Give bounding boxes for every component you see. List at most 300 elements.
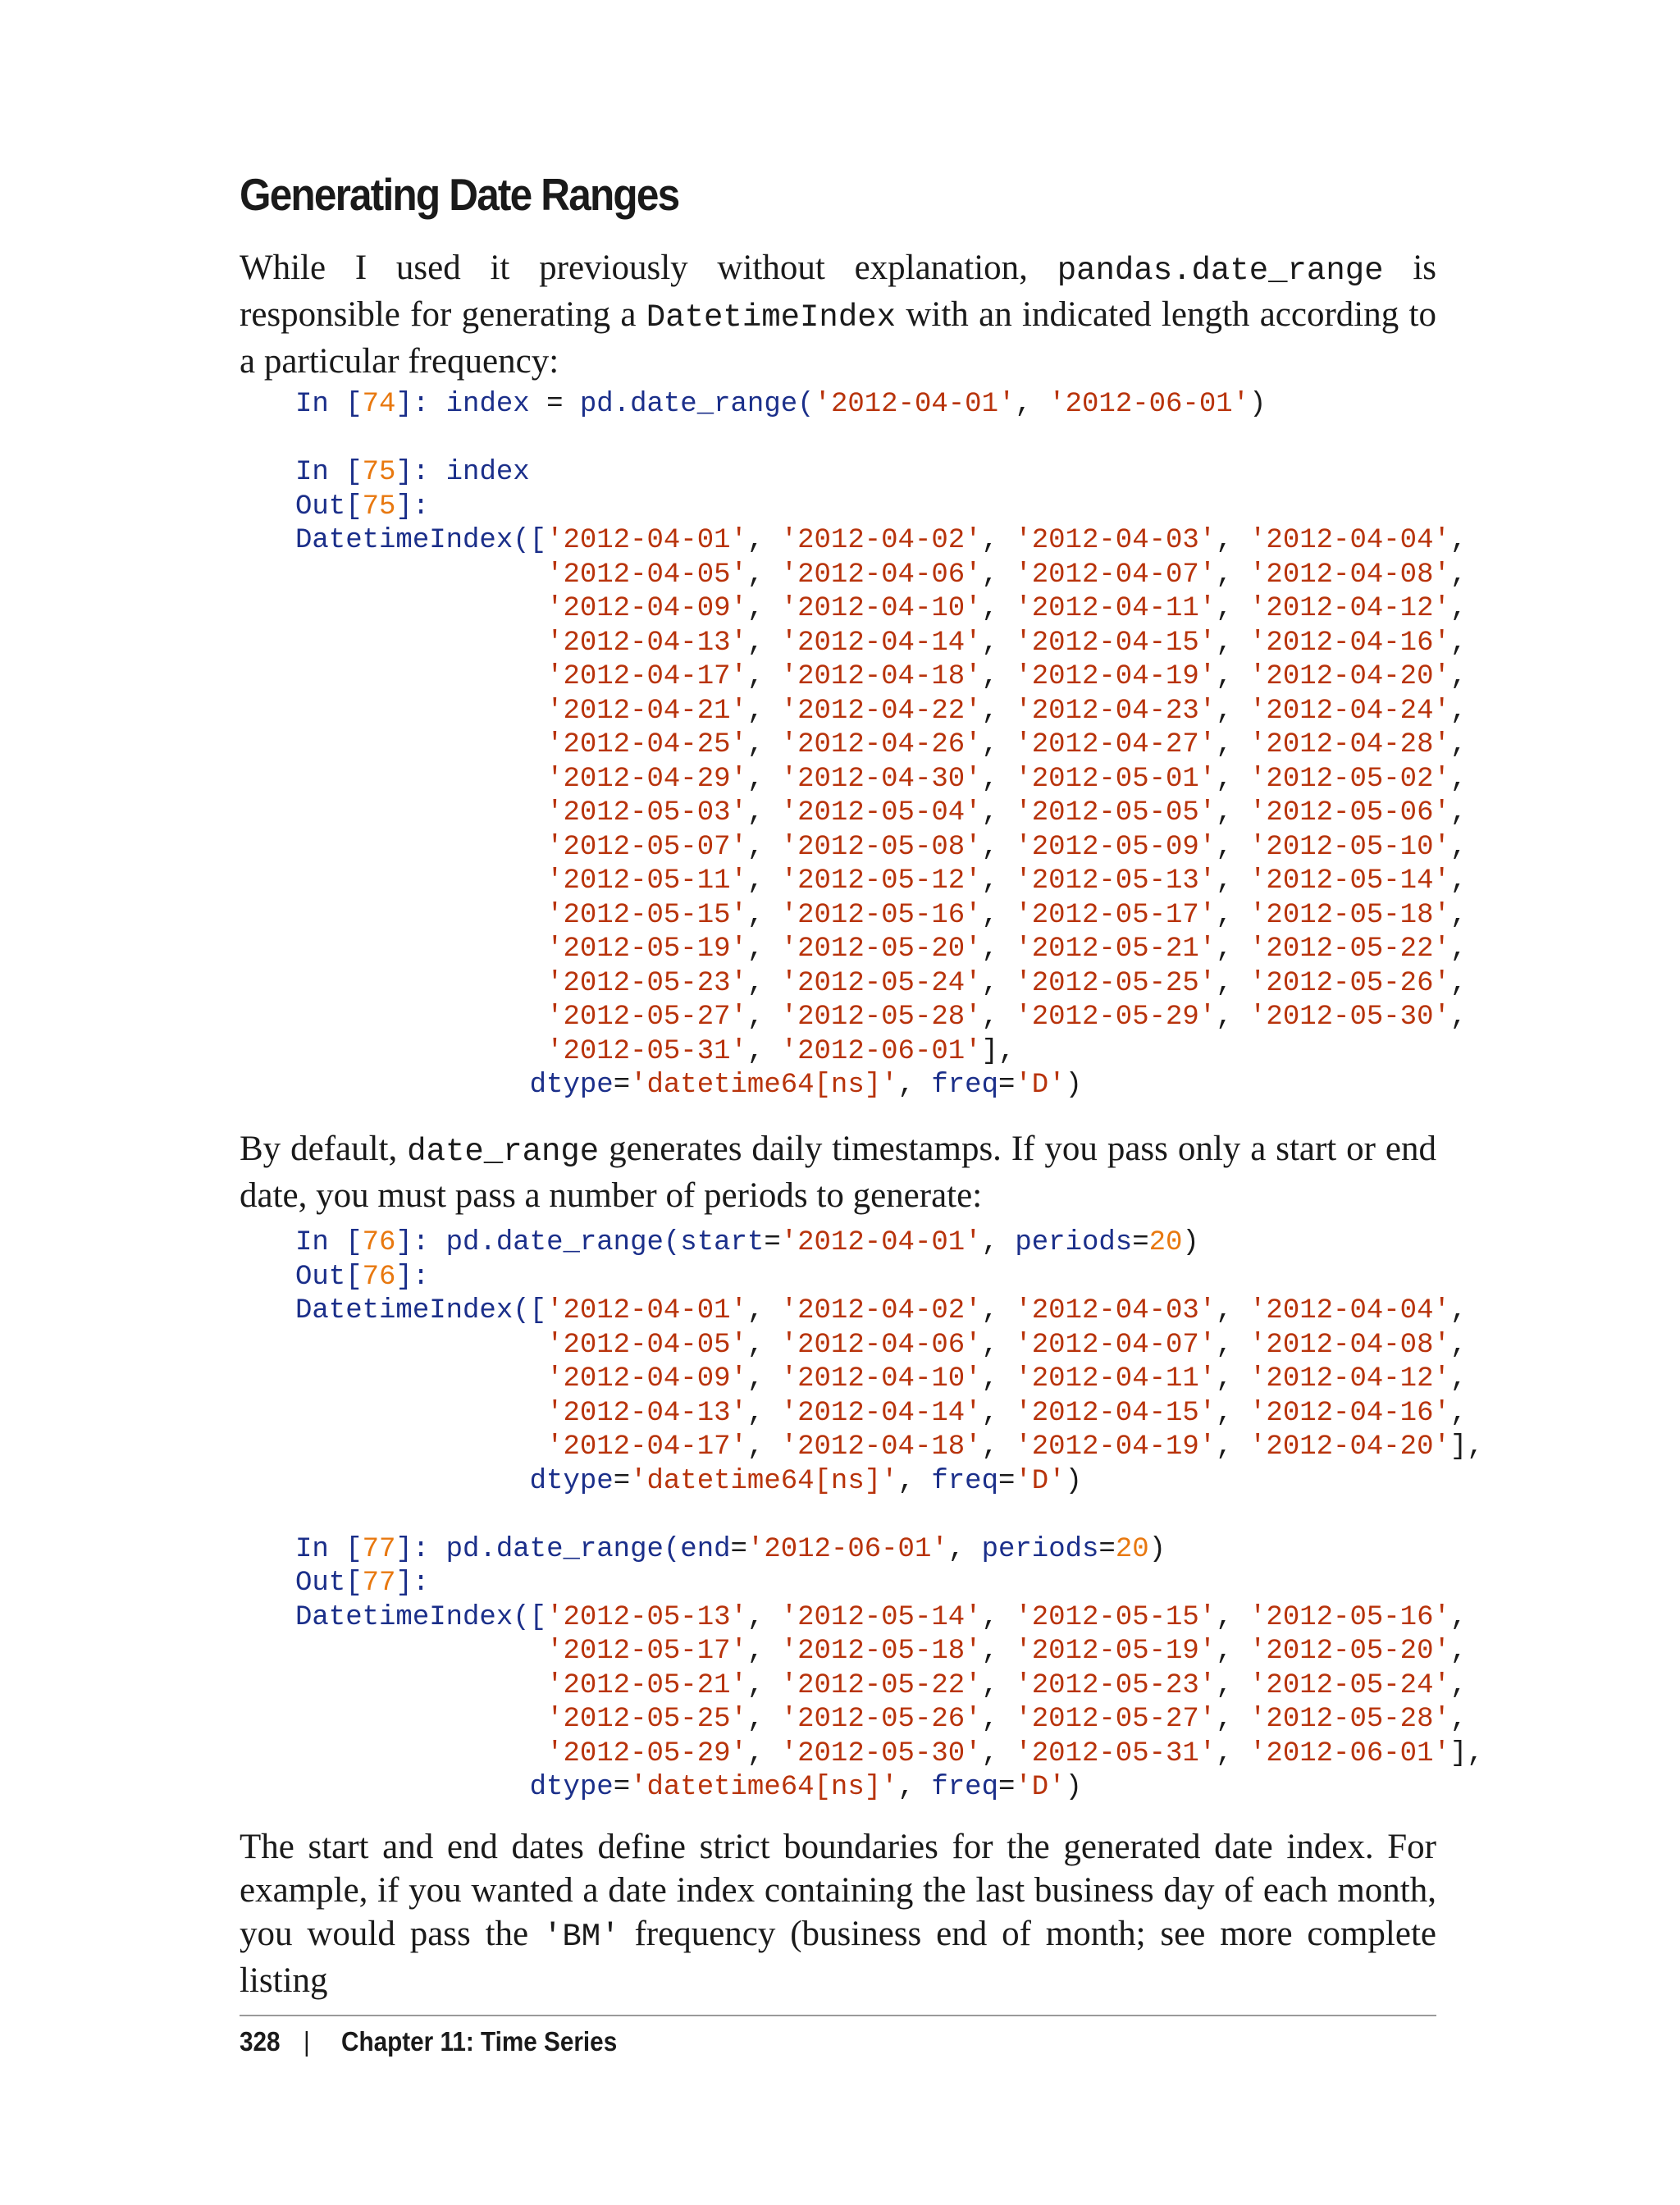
code-token: '2012-05-09' xyxy=(1015,831,1217,863)
code-token: '2012-04-11' xyxy=(1015,1363,1217,1395)
code-line xyxy=(295,491,1467,525)
code-token: '2012-04-13' xyxy=(546,1397,747,1429)
code-token: '2012-04-19' xyxy=(1015,1431,1217,1463)
code-token: '2012-05-02' xyxy=(1249,763,1450,795)
code-line xyxy=(295,1001,1467,1035)
code-token: ]: xyxy=(395,1261,430,1293)
code-line xyxy=(295,1226,1484,1261)
code-token: '2012-04-19' xyxy=(1015,661,1217,692)
code-token: '2012-05-19' xyxy=(1015,1636,1217,1667)
code-line xyxy=(295,1363,1484,1397)
code-token: , xyxy=(1216,1431,1250,1463)
code-token xyxy=(295,1636,546,1667)
code-token: , xyxy=(746,967,781,999)
code-line xyxy=(295,1669,1484,1704)
code-token xyxy=(295,1738,546,1769)
code-token: , xyxy=(1449,1397,1468,1429)
code-token: 'D' xyxy=(1015,1772,1066,1803)
code-token: , xyxy=(1216,1669,1250,1701)
code-token: '2012-05-20' xyxy=(780,934,982,965)
code-token: '2012-05-30' xyxy=(780,1737,982,1769)
inline-code: 'BM' xyxy=(543,1919,620,1955)
text-run: By default, xyxy=(240,1130,408,1168)
code-token: freq xyxy=(931,1465,998,1497)
code-token xyxy=(295,628,546,659)
code-token: 74 xyxy=(362,389,396,420)
code-token: , xyxy=(746,865,781,897)
code-token: '2012-05-28' xyxy=(780,1002,982,1033)
code-token: '2012-04-06' xyxy=(780,559,982,591)
code-token: '2012-04-01' xyxy=(546,525,747,556)
code-token: dtype xyxy=(529,1070,614,1101)
code-token: 76 xyxy=(362,1227,396,1258)
code-line xyxy=(295,899,1467,934)
code-token: 77 xyxy=(362,1533,396,1565)
code-token: In [ xyxy=(295,457,363,488)
code-token: '2012-05-06' xyxy=(1249,797,1450,829)
code-token: periods xyxy=(1015,1227,1133,1258)
text-run: While I used it previously without explanation, xyxy=(240,249,1057,287)
code-token: '2012-04-10' xyxy=(780,593,982,624)
code-token: , xyxy=(1216,593,1250,624)
code-token: 77 xyxy=(362,1568,396,1599)
code-line xyxy=(295,627,1467,661)
code-token: 'D' xyxy=(1015,1465,1066,1497)
code-token: , xyxy=(746,525,781,556)
code-token: '2012-04-04' xyxy=(1249,1295,1450,1326)
code-token xyxy=(295,1363,546,1395)
code-token: , xyxy=(1216,1636,1250,1667)
code-token: '2012-05-21' xyxy=(546,1669,747,1701)
code-token: , xyxy=(897,1465,932,1497)
code-token: '2012-04-09' xyxy=(546,1363,747,1395)
code-token: = xyxy=(613,1772,631,1803)
code-token: , xyxy=(1216,934,1250,965)
code-token: '2012-05-17' xyxy=(546,1636,747,1667)
code-token: , xyxy=(1449,899,1468,931)
code-token: '2012-04-25' xyxy=(546,729,747,760)
code-line xyxy=(295,933,1467,967)
code-line xyxy=(295,1499,1484,1533)
code-token: , xyxy=(746,1737,781,1769)
code-token: , xyxy=(1449,1636,1468,1667)
code-line xyxy=(295,1397,1484,1431)
code-token: '2012-04-06' xyxy=(780,1329,982,1361)
code-token: '2012-05-16' xyxy=(780,899,982,931)
code-token: , xyxy=(1216,695,1250,727)
text-run: generates daily timestamps. If you pass only a start or end date, you must pass a number of periods to generate: xyxy=(240,1130,1436,1215)
code-token: , xyxy=(1449,627,1468,659)
section-heading: Generating Date Ranges xyxy=(240,169,679,220)
boundaries-paragraph xyxy=(240,1825,1436,2002)
code-token xyxy=(295,661,546,692)
code-token: , xyxy=(746,1295,781,1326)
code-token: , xyxy=(981,1227,1016,1258)
code-token: , xyxy=(1216,525,1250,556)
code-token: '2012-04-14' xyxy=(780,627,982,659)
code-token: , xyxy=(981,1601,1016,1633)
code-line xyxy=(295,1261,1484,1295)
code-token: '2012-05-24' xyxy=(780,967,982,999)
code-line xyxy=(295,1601,1484,1636)
code-token: , xyxy=(1449,525,1468,556)
code-token: , xyxy=(981,627,1016,659)
code-token: '2012-04-26' xyxy=(780,729,982,760)
code-token: , xyxy=(1216,763,1250,795)
code-token: , xyxy=(981,1363,1016,1395)
code-token: '2012-05-27' xyxy=(1015,1704,1217,1735)
code-token: '2012-04-08' xyxy=(1249,1329,1450,1361)
code-line xyxy=(295,763,1467,797)
code-token: 'datetime64[ns]' xyxy=(630,1772,898,1803)
code-token: = xyxy=(764,1227,781,1258)
code-line xyxy=(295,831,1467,865)
code-token: , xyxy=(981,695,1016,727)
code-token: ) xyxy=(1249,389,1267,420)
code-line xyxy=(295,1533,1484,1568)
code-token: '2012-05-28' xyxy=(1249,1704,1450,1735)
code-token: '2012-04-17' xyxy=(546,661,747,692)
code-token: '2012-04-24' xyxy=(1249,695,1450,727)
code-token: '2012-04-09' xyxy=(546,593,747,624)
code-token: , xyxy=(1449,661,1468,692)
code-token: , xyxy=(1216,865,1250,897)
code-token: '2012-05-19' xyxy=(546,934,747,965)
code-token: , xyxy=(981,1636,1016,1667)
code-token: '2012-05-03' xyxy=(546,797,747,829)
code-token: '2012-04-15' xyxy=(1015,1397,1217,1429)
code-token: ) xyxy=(1182,1227,1199,1258)
code-token: '2012-05-22' xyxy=(1249,934,1450,965)
code-token: , xyxy=(1449,1704,1468,1735)
code-token: , xyxy=(897,1772,932,1803)
code-token: , xyxy=(1216,1295,1250,1326)
code-token: , xyxy=(1216,899,1250,931)
code-token: , xyxy=(981,865,1016,897)
code-token: , xyxy=(981,1329,1016,1361)
code-token xyxy=(295,1002,546,1033)
code-token: '2012-05-01' xyxy=(1015,763,1217,795)
code-token: DatetimeIndex([ xyxy=(295,1601,547,1633)
code-token xyxy=(295,764,546,795)
code-token: '2012-05-18' xyxy=(1249,899,1450,931)
code-token: ) xyxy=(1065,1465,1083,1497)
code-token xyxy=(295,559,546,591)
code-token: ) xyxy=(1148,1533,1166,1565)
code-token: = xyxy=(998,1465,1016,1497)
code-token: ], xyxy=(1449,1737,1484,1769)
code-token: , xyxy=(1449,1002,1468,1033)
footer-rule xyxy=(240,2015,1436,2016)
code-token: DatetimeIndex([ xyxy=(295,1295,547,1326)
code-token: '2012-04-02' xyxy=(780,1295,982,1326)
code-token: , xyxy=(1216,627,1250,659)
code-token: Out[ xyxy=(295,1261,363,1293)
code-token: , xyxy=(1216,1397,1250,1429)
code-token: '2012-04-28' xyxy=(1249,729,1450,760)
code-token: , xyxy=(746,729,781,760)
code-token: ]: pd.date_range(start xyxy=(395,1227,765,1258)
code-token: '2012-04-13' xyxy=(546,627,747,659)
code-token: = xyxy=(1132,1227,1149,1258)
code-line xyxy=(295,524,1467,559)
code-token: '2012-04-04' xyxy=(1249,525,1450,556)
code-token: 75 xyxy=(362,457,396,488)
code-line xyxy=(295,1703,1484,1737)
code-token xyxy=(295,1070,530,1101)
code-token: '2012-04-02' xyxy=(780,525,982,556)
code-token: , xyxy=(1449,967,1468,999)
code-token: '2012-04-01' xyxy=(814,389,1016,420)
code-token: , xyxy=(1449,1329,1468,1361)
code-token: , xyxy=(981,729,1016,760)
code-token: , xyxy=(746,627,781,659)
code-line xyxy=(295,660,1467,695)
code-token: , xyxy=(746,763,781,795)
code-token: , xyxy=(1216,1601,1250,1633)
code-token xyxy=(295,1772,530,1803)
code-token: , xyxy=(1449,934,1468,965)
code-token: , xyxy=(1449,559,1468,591)
code-token: '2012-04-22' xyxy=(780,695,982,727)
code-line xyxy=(295,1294,1484,1329)
code-token: , xyxy=(1216,831,1250,863)
code-token: '2012-04-18' xyxy=(780,661,982,692)
code-token xyxy=(295,934,546,965)
inline-code: DatetimeIndex xyxy=(646,299,897,336)
code-token: '2012-05-20' xyxy=(1249,1636,1450,1667)
code-token: '2012-04-05' xyxy=(546,559,747,591)
code-token: '2012-05-21' xyxy=(1015,934,1217,965)
code-token: Out[ xyxy=(295,491,363,523)
code-token: , xyxy=(1449,1601,1468,1633)
code-token: , xyxy=(746,559,781,591)
code-token: '2012-05-25' xyxy=(546,1704,747,1735)
code-token: , xyxy=(981,1295,1016,1326)
code-token: = xyxy=(998,1772,1016,1803)
code-token: Out[ xyxy=(295,1568,363,1599)
code-line xyxy=(295,1329,1484,1363)
code-token: , xyxy=(1449,729,1468,760)
code-token: '2012-04-07' xyxy=(1015,559,1217,591)
code-block xyxy=(295,388,1467,1103)
code-token: , xyxy=(1449,593,1468,624)
code-token: '2012-06-01' xyxy=(746,1533,948,1565)
default-paragraph xyxy=(240,1127,1436,1217)
text-run: frequency (business end of month; see more complete listing xyxy=(240,1915,1436,2000)
code-line xyxy=(295,559,1467,593)
code-token: pd.date_range( xyxy=(579,389,815,420)
code-token: , xyxy=(981,559,1016,591)
code-token: '2012-04-07' xyxy=(1015,1329,1217,1361)
code-line xyxy=(295,865,1467,899)
code-token: 'D' xyxy=(1015,1070,1066,1101)
intro-paragraph xyxy=(240,246,1436,383)
code-token: , xyxy=(981,967,1016,999)
code-token: , xyxy=(981,763,1016,795)
code-token: '2012-04-03' xyxy=(1015,1295,1217,1326)
code-token xyxy=(295,1330,546,1361)
code-token: , xyxy=(746,899,781,931)
code-token: '2012-04-12' xyxy=(1249,1363,1450,1395)
code-line xyxy=(295,592,1467,627)
code-token: , xyxy=(746,1363,781,1395)
code-token xyxy=(295,865,546,897)
code-token: ]: index xyxy=(395,389,547,420)
code-token: '2012-05-10' xyxy=(1249,831,1450,863)
code-line xyxy=(295,728,1467,763)
code-token xyxy=(295,1704,546,1735)
code-token: '2012-05-05' xyxy=(1015,797,1217,829)
code-token: '2012-05-26' xyxy=(780,1704,982,1735)
code-token: , xyxy=(1449,695,1468,727)
code-token: , xyxy=(746,1397,781,1429)
code-token: , xyxy=(981,593,1016,624)
code-token: '2012-05-31' xyxy=(1015,1737,1217,1769)
code-token: , xyxy=(746,1601,781,1633)
code-token: , xyxy=(746,1035,781,1067)
code-line xyxy=(295,456,1467,491)
code-token: '2012-04-05' xyxy=(546,1329,747,1361)
code-token: , xyxy=(981,661,1016,692)
code-token: , xyxy=(981,1737,1016,1769)
code-token xyxy=(295,832,546,863)
code-token: '2012-04-17' xyxy=(546,1431,747,1463)
code-line xyxy=(295,388,1467,422)
code-token: , xyxy=(897,1070,932,1101)
code-token: ]: index xyxy=(395,457,530,488)
code-token: '2012-04-23' xyxy=(1015,695,1217,727)
code-token: periods xyxy=(981,1533,1099,1565)
code-token: = xyxy=(730,1533,747,1565)
code-token: , xyxy=(746,1329,781,1361)
code-token: , xyxy=(746,1704,781,1735)
code-token: '2012-04-20' xyxy=(1249,661,1450,692)
code-token: ], xyxy=(981,1035,1016,1067)
chapter-title: Chapter 11: Time Series xyxy=(341,2026,618,2057)
code-token xyxy=(295,1466,530,1497)
code-token: , xyxy=(981,831,1016,863)
code-token: '2012-05-29' xyxy=(1015,1002,1217,1033)
code-token: '2012-04-03' xyxy=(1015,525,1217,556)
code-token xyxy=(295,900,546,931)
code-token: '2012-05-12' xyxy=(780,865,982,897)
code-token: '2012-05-26' xyxy=(1249,967,1450,999)
code-token: , xyxy=(746,831,781,863)
code-token: , xyxy=(981,1002,1016,1033)
code-token: '2012-05-30' xyxy=(1249,1002,1450,1033)
code-token: '2012-04-27' xyxy=(1015,729,1217,760)
footer-separator: | xyxy=(304,2026,310,2057)
code-token: freq xyxy=(931,1772,998,1803)
code-token: '2012-04-30' xyxy=(780,763,982,795)
code-line xyxy=(295,1035,1467,1070)
code-line xyxy=(295,1635,1484,1669)
code-line xyxy=(295,797,1467,831)
code-token: 'datetime64[ns]' xyxy=(630,1465,898,1497)
code-token: , xyxy=(746,661,781,692)
code-line xyxy=(295,1567,1484,1601)
code-token xyxy=(295,1398,546,1429)
code-token: 'datetime64[ns]' xyxy=(630,1070,898,1101)
code-token: '2012-05-29' xyxy=(546,1737,747,1769)
code-token: 76 xyxy=(362,1261,396,1293)
code-token: '2012-05-23' xyxy=(1015,1669,1217,1701)
code-token: '2012-05-08' xyxy=(780,831,982,863)
code-token: '2012-05-14' xyxy=(1249,865,1450,897)
code-token: DatetimeIndex([ xyxy=(295,525,547,556)
text-run: The start and end dates define strict boundaries for the generated date index. For example, if you wanted a date index containing the last business day of each month, you would pass the xyxy=(240,1828,1436,1953)
code-line xyxy=(295,1737,1484,1772)
code-token: , xyxy=(981,899,1016,931)
code-line xyxy=(295,1069,1467,1103)
code-token: , xyxy=(981,934,1016,965)
code-token: 20 xyxy=(1115,1533,1149,1565)
inline-code: date_range xyxy=(407,1134,600,1170)
code-token: '2012-05-15' xyxy=(1015,1601,1217,1633)
code-token: '2012-06-01' xyxy=(1048,389,1250,420)
code-token: '2012-04-16' xyxy=(1249,627,1450,659)
code-token: , xyxy=(1216,967,1250,999)
code-token: '2012-05-22' xyxy=(780,1669,982,1701)
code-token: '2012-04-11' xyxy=(1015,593,1217,624)
code-token: '2012-05-04' xyxy=(780,797,982,829)
code-token: '2012-05-13' xyxy=(546,1601,747,1633)
code-token: In [ xyxy=(295,1227,363,1258)
code-token: , xyxy=(1449,831,1468,863)
code-token: ]: pd.date_range(end xyxy=(395,1533,731,1565)
code-token: , xyxy=(746,1669,781,1701)
code-token xyxy=(295,1431,546,1463)
code-token: In [ xyxy=(295,1533,363,1565)
code-token: , xyxy=(981,1397,1016,1429)
code-token xyxy=(295,696,546,727)
code-block xyxy=(295,1226,1484,1806)
code-token: '2012-05-18' xyxy=(780,1636,982,1667)
code-token: , xyxy=(1449,865,1468,897)
code-token: , xyxy=(981,525,1016,556)
code-token: , xyxy=(746,1002,781,1033)
code-token: 20 xyxy=(1148,1227,1183,1258)
code-token: '2012-06-01' xyxy=(780,1035,982,1067)
code-token: ]: xyxy=(395,491,430,523)
code-token: '2012-04-12' xyxy=(1249,593,1450,624)
code-token: '2012-04-10' xyxy=(780,1363,982,1395)
code-token: , xyxy=(1449,763,1468,795)
code-token: '2012-05-17' xyxy=(1015,899,1217,931)
code-token: '2012-04-20' xyxy=(1249,1431,1450,1463)
code-token: , xyxy=(1216,559,1250,591)
code-token: = xyxy=(546,389,580,420)
code-token: '2012-05-23' xyxy=(546,967,747,999)
code-line xyxy=(295,695,1467,729)
code-token: '2012-04-29' xyxy=(546,763,747,795)
code-token: , xyxy=(1216,661,1250,692)
code-token: '2012-05-31' xyxy=(546,1035,747,1067)
code-token xyxy=(295,593,546,624)
code-token: ], xyxy=(1449,1431,1484,1463)
code-token: '2012-04-08' xyxy=(1249,559,1450,591)
code-token: = xyxy=(613,1465,631,1497)
code-token: , xyxy=(1015,389,1049,420)
code-token: '2012-05-15' xyxy=(546,899,747,931)
code-line xyxy=(295,967,1467,1002)
code-token: , xyxy=(1449,797,1468,829)
code-token: , xyxy=(746,1636,781,1667)
code-token: , xyxy=(1216,729,1250,760)
code-token: ) xyxy=(1065,1772,1083,1803)
code-token: ) xyxy=(1065,1070,1083,1101)
